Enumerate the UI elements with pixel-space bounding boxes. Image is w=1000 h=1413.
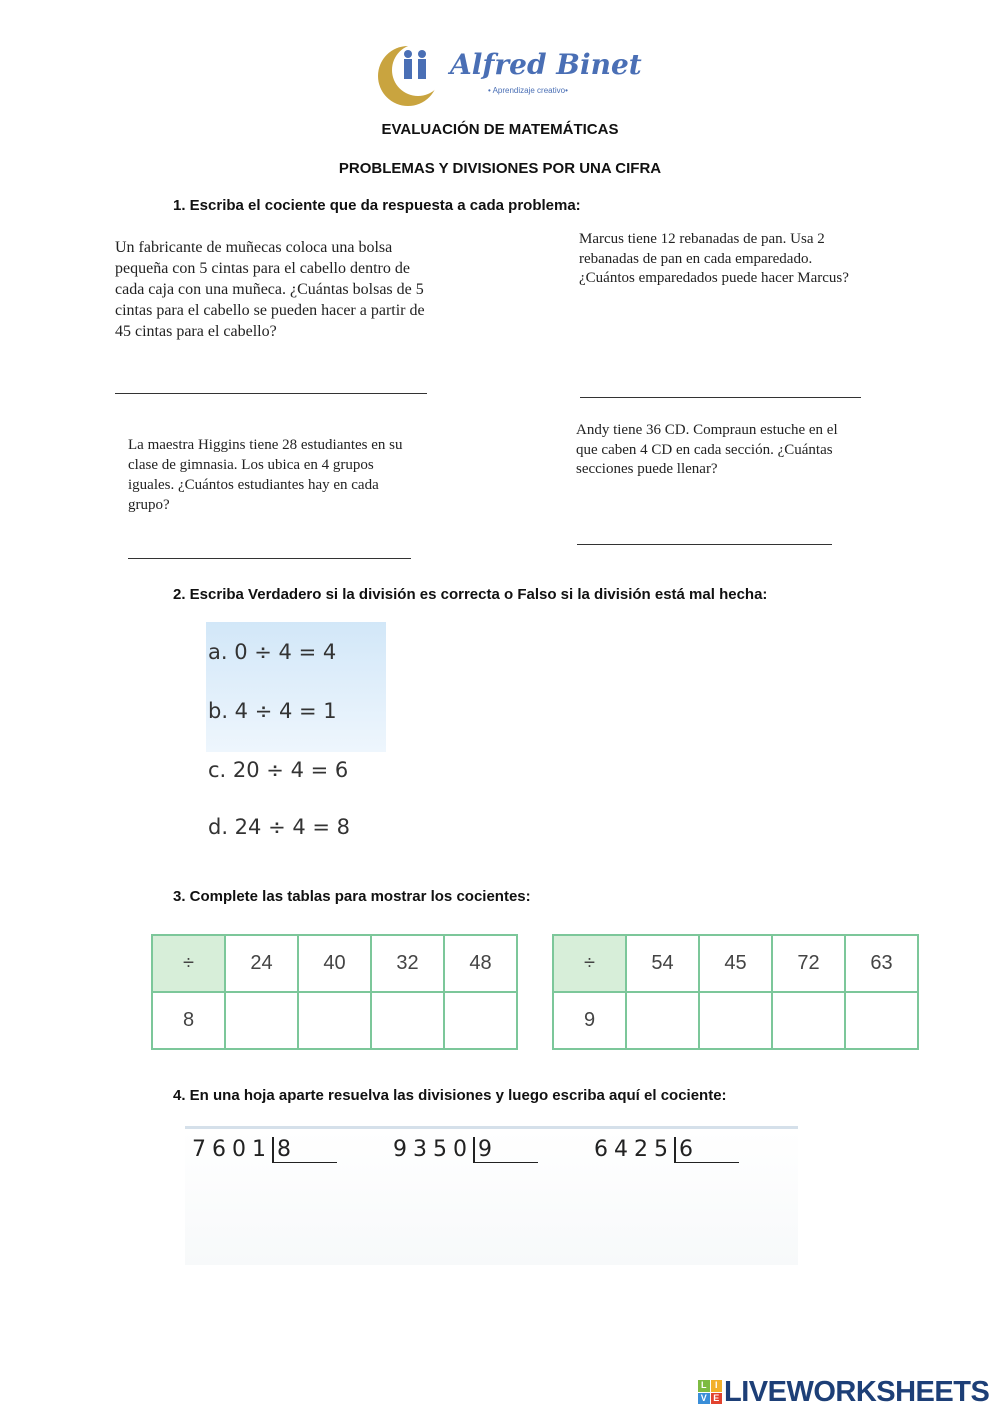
badge-e: E [711,1393,723,1405]
answer-cell[interactable] [298,992,371,1049]
answer-cell[interactable] [626,992,699,1049]
question-2-label: 2. Escriba Verdadero si la división es correcta o Falso si la división está mal hecha: [173,586,768,603]
dividend-cell: 32 [371,935,444,992]
op-cell: ÷ [553,935,626,992]
statement-b: b. 4 ÷ 4 = 1 [208,699,337,723]
dividend: 7601 [192,1137,272,1162]
answer-cell[interactable] [444,992,517,1049]
dividend: 6425 [594,1137,674,1162]
answer-line-4[interactable] [577,544,832,545]
division-1 [192,1137,337,1163]
answer-line-2[interactable] [580,397,861,398]
problem-3: La maestra Higgins tiene 28 estudiantes en su clase de gimnasia. Los ubica en 4 grupos iguales. ¿Cuántos estudiantes hay en cada grupo? [128,437,403,513]
op-cell: ÷ [152,935,225,992]
answer-cell[interactable] [371,992,444,1049]
answer-cell[interactable] [772,992,845,1049]
liveworksheets-badge-icon [698,1380,722,1404]
question-4-label: 4. En una hoja aparte resuelva las divisiones y luego escriba aquí el cociente: [173,1087,727,1104]
question-3-label: 3. Complete las tablas para mostrar los cocientes: [173,888,531,905]
dividend-cell: 72 [772,935,845,992]
answer-line-1[interactable] [115,393,427,394]
divisor-cell: 8 [152,992,225,1049]
divisor[interactable]: 8 [272,1137,337,1163]
logo-name: Alfred Binet [450,48,642,81]
badge-l: L [698,1380,710,1392]
badge-i: I [711,1380,723,1392]
divisor[interactable]: 6 [674,1137,739,1163]
quotient-table-8 [151,934,518,1050]
statement-d: d. 24 ÷ 4 = 8 [208,815,351,839]
answer-cell[interactable] [845,992,918,1049]
problem-2: Marcus tiene 12 rebanadas de pan. Usa 2 rebanadas de pan en cada emparedado. ¿Cuántos emparedados puede hacer Marcus? [579,231,849,286]
answer-cell[interactable] [225,992,298,1049]
divisor-cell: 9 [553,992,626,1049]
statement-a: a. 0 ÷ 4 = 4 [208,640,337,664]
quotient-table-9 [552,934,919,1050]
badge-v: V [698,1393,710,1405]
division-2 [393,1137,538,1163]
logo-tagline: • Aprendizaje creativo• [488,86,568,95]
answer-cell[interactable] [699,992,772,1049]
moon-family-logo-icon [376,42,440,106]
dividend-cell: 45 [699,935,772,992]
liveworksheets-brand: LIVEWORKSHEETS [724,1376,990,1408]
statement-c: c. 20 ÷ 4 = 6 [208,758,349,782]
divisor[interactable]: 9 [473,1137,538,1163]
dividend: 9350 [393,1137,473,1162]
answer-line-3[interactable] [128,558,411,559]
dividend-cell: 63 [845,935,918,992]
problem-4: Andy tiene 36 CD. Compraun estuche en el que caben 4 CD en cada sección. ¿Cuántas secciones puede llenar? [576,422,838,477]
page-title: EVALUACIÓN DE MATEMÁTICAS [381,121,619,138]
page-subtitle: PROBLEMAS Y DIVISIONES POR UNA CIFRA [338,160,662,177]
dividend-cell: 24 [225,935,298,992]
dividend-cell: 40 [298,935,371,992]
dividend-cell: 48 [444,935,517,992]
problem-1: Un fabricante de muñecas coloca una bolsa pequeña con 5 cintas para el cabello dentro de cada caja con una muñeca. ¿Cuántas bolsas de 5 cintas para el cabello se pueden hacer a partir de 45 cintas para el cabello? [115,239,425,340]
question-1-label: 1. Escriba el cociente que da respuesta a cada problema: [173,197,581,214]
dividend-cell: 54 [626,935,699,992]
division-3 [594,1137,739,1163]
